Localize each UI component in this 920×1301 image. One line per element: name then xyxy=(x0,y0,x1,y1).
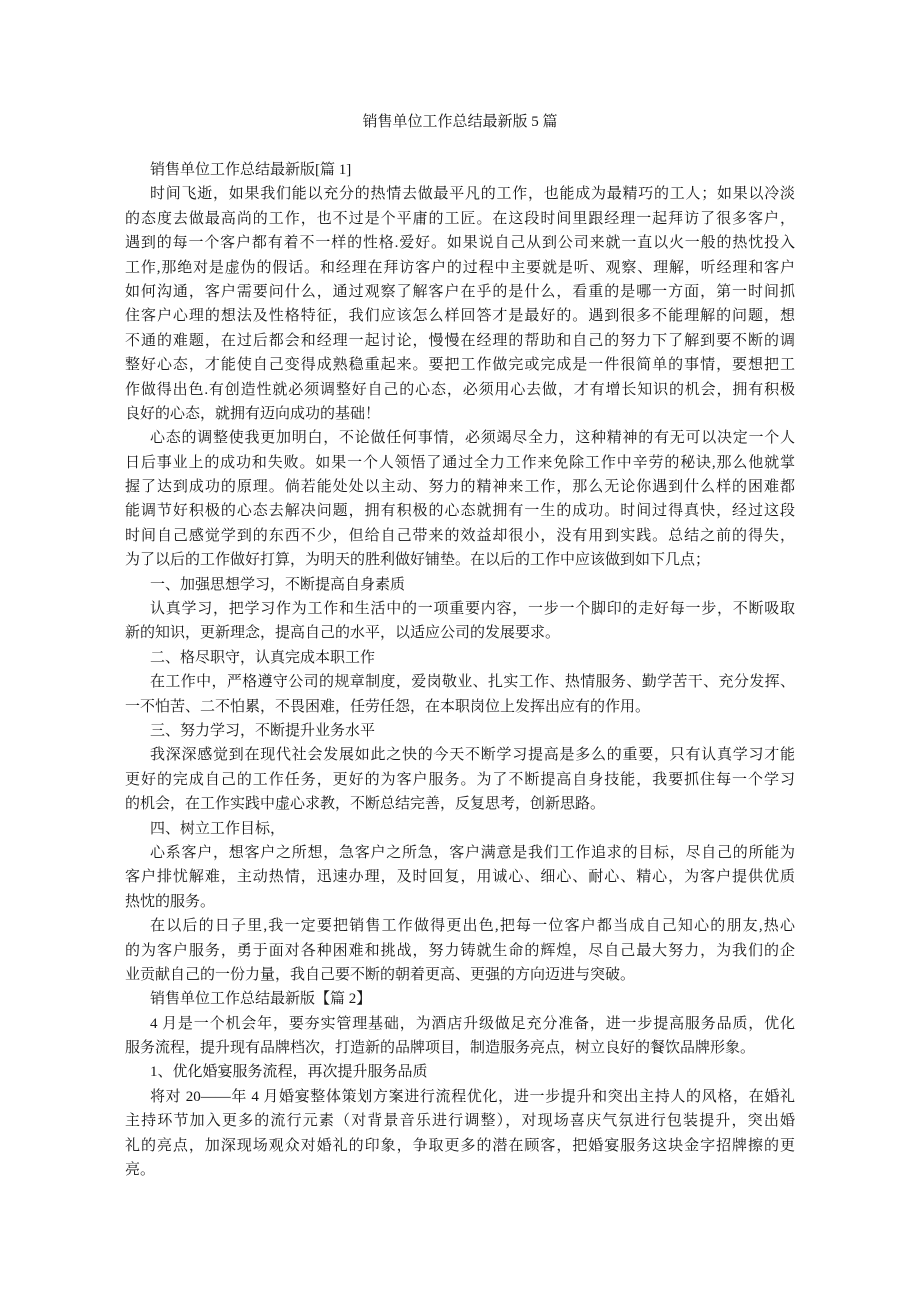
text-line: 主持环节加入更多的流行元素（对背景音乐进行调整），对现场喜庆气氛进行包装提升，突出婚 xyxy=(125,1113,795,1130)
paragraph xyxy=(125,158,795,182)
text-line: 销售单位工作总结最新版【篇 2】 xyxy=(150,991,372,1008)
document-body xyxy=(125,158,795,1182)
text-line: 服务流程，提升现有品牌档次，打造新的品牌项目，制造服务亮点，树立良好的餐饮品牌形象。 xyxy=(125,1040,756,1057)
text-line: 握了达到成功的原理。倘若能处处以主动、努力的精神来工作，那么无论你遇到什么样的困难都 xyxy=(125,479,795,496)
text-line: 遇到的每一个客户都有着不一样的性格.爱好。如果说自己从到公司来就一直以火一般的热忱投入 xyxy=(125,235,795,252)
paragraph xyxy=(125,1012,795,1061)
text-line: 心态的调整使我更加明白，不论做任何事情，必须竭尽全力，这种精神的有无可以决定一个人 xyxy=(150,430,795,447)
text-line: 一不怕苦、二不怕累，不畏困难，任劳任怨，在本职岗位上发挥出应有的作用。 xyxy=(125,698,651,715)
paragraph xyxy=(125,597,795,646)
text-line: 为了以后的工作做好打算，为明天的胜利做好铺垫。在以后的工作中应该做到如下几点； xyxy=(125,552,711,569)
document-title: 销售单位工作总结最新版 5 篇 xyxy=(362,114,558,130)
text-line: 良好的心态，就拥有迈向成功的基础！ xyxy=(125,405,381,422)
text-line: 1、优化婚宴服务流程，再次提升服务品质 xyxy=(150,1064,428,1081)
text-line: 客户排忧解难，主动热情，迅速办理，及时回复，用诚心、细心、耐心、精心，为客户提供优质 xyxy=(125,869,795,886)
paragraph xyxy=(125,182,795,426)
text-line: 日后事业上的成功和失败。如果一个人领悟了通过全力工作来免除工作中辛劳的秘诀,那么他就掌 xyxy=(125,454,795,471)
text-line: 更好的完成自己的工作任务，更好的为客户服务。为了不断提高自身技能，我要抓住每一个学习 xyxy=(125,771,795,788)
text-line: 我深深感觉到在现代社会发展如此之快的今天不断学习提高是多么的重要，只有认真学习才能 xyxy=(150,747,795,764)
text-line: 新的知识，更新理念，提高自己的水平，以适应公司的发展要求。 xyxy=(125,625,561,642)
paragraph xyxy=(125,670,795,719)
text-line: 三、努力学习，不断提升业务水平 xyxy=(150,722,376,739)
paragraph xyxy=(125,914,795,987)
text-line: 时间飞逝，如果我们能以充分的热情去做最平凡的工作，也能成为最精巧的工人；如果以冷淡 xyxy=(150,186,795,203)
text-line: 销售单位工作总结最新版[篇 1] xyxy=(150,162,352,178)
text-line: 亮。 xyxy=(125,1162,156,1179)
text-line: 能调节好积极的心态去解决问题，拥有积极的心态就拥有一生的成功。时间过得真快，经过这段 xyxy=(125,503,795,520)
paragraph xyxy=(125,719,795,743)
text-line: 如何沟通，客户需要问什么，通过观察了解客户在乎的是什么，看重的是哪一方面，第一时间抓 xyxy=(125,283,795,300)
paragraph xyxy=(125,743,795,816)
text-line: 整好心态，才能使自己变得成熟稳重起来。要把工作做完或完成是一件很简单的事情，要想把工 xyxy=(125,357,795,374)
text-line: 时间自己感觉学到的东西不少，但给自己带来的效益却很小，没有用到实践。总结之前的得失， xyxy=(125,527,795,544)
text-line: 一、加强思想学习，不断提高自身素质 xyxy=(150,576,406,593)
paragraph xyxy=(125,646,795,670)
text-line: 礼的亮点，加深现场观众对婚礼的印象，争取更多的潜在顾客，把婚宴服务这块金字招牌擦的更 xyxy=(125,1137,795,1154)
paragraph xyxy=(125,573,795,597)
paragraph xyxy=(125,1060,795,1084)
paragraph xyxy=(125,841,795,914)
paragraph xyxy=(125,987,795,1011)
text-line: 不通的难题，在过后都会和经理一起讨论，慢慢在经理的帮助和自己的努力下了解到要不断的调 xyxy=(125,332,795,349)
text-line: 作做得出色.有创造性就必须调整好自己的心态，必须用心去做，才有增长知识的机会，拥有积极 xyxy=(125,381,795,398)
paragraph xyxy=(125,817,795,841)
text-line: 在工作中，严格遵守公司的规章制度，爱岗敬业、扎实工作、热情服务、勤学苦干、充分发挥、 xyxy=(150,674,795,691)
text-line: 4 月是一个机会年，要夯实管理基础，为酒店升级做足充分准备，进一步提高服务品质，优化 xyxy=(150,1015,795,1032)
text-line: 的机会，在工作实践中虚心求教，不断总结完善，反复思考，创新思路。 xyxy=(125,796,606,813)
paragraph xyxy=(125,1085,795,1183)
text-line: 将对 20——年 4 月婚宴整体策划方案进行流程优化，进一步提升和突出主持人的风格，在婚礼 xyxy=(150,1088,795,1105)
text-line: 热忱的服务。 xyxy=(125,893,216,910)
text-line: 在以后的日子里,我一定要把销售工作做得更出色,把每一位客户都当成自己知心的朋友,热心 xyxy=(150,918,795,935)
text-line: 二、格尽职守，认真完成本职工作 xyxy=(150,649,376,666)
text-line: 的为客户服务，勇于面对各种困难和挑战，努力铸就生命的辉煌，尽自己最大努力，为我们的企 xyxy=(125,942,795,959)
paragraph xyxy=(125,426,795,572)
text-line: 住客户心理的想法及性格特征，我们应该怎么样回答才是最好的。遇到很多不能理解的问题，想 xyxy=(125,308,795,325)
text-line: 四、树立工作目标， xyxy=(150,820,286,837)
text-line: 心系客户，想客户之所想，急客户之所急，客户满意是我们工作追求的目标，尽自己的所能为 xyxy=(150,844,795,861)
text-line: 业贡献自己的一份力量，我自己要不断的朝着更高、更强的方向迈进与突破。 xyxy=(125,966,636,983)
text-line: 工作,那绝对是虚伪的假话。和经理在拜访客户的过程中主要就是听、观察、理解，听经理和客户 xyxy=(125,259,795,276)
text-line: 认真学习，把学习作为工作和生活中的一项重要内容，一步一个脚印的走好每一步，不断吸取 xyxy=(150,601,795,618)
text-line: 的态度去做最高尚的工作，也不过是个平庸的工匠。在这段时间里跟经理一起拜访了很多客户， xyxy=(125,210,795,227)
